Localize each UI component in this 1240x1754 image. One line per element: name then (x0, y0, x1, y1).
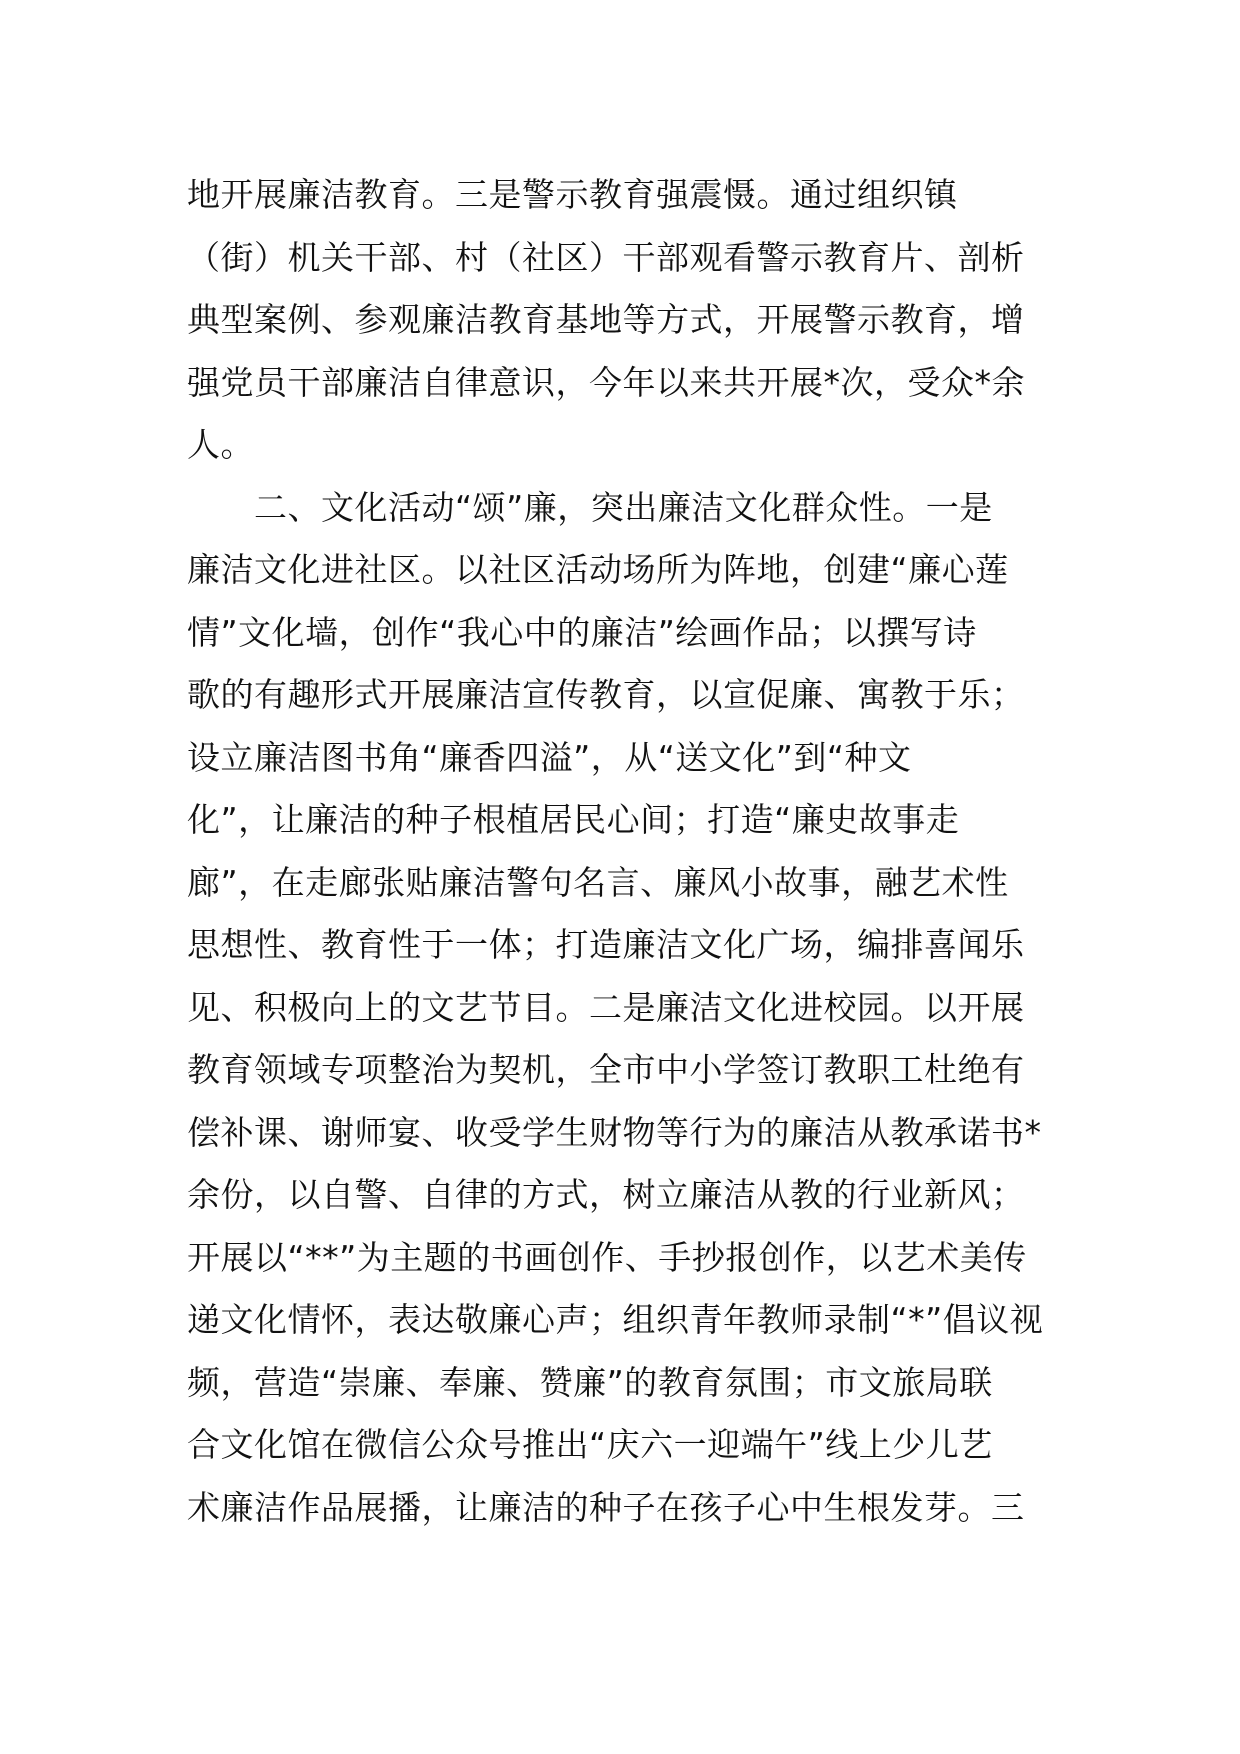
text-line: 廉洁文化进社区。以社区活动场所为阵地，创建“廉心莲 (187, 550, 1009, 589)
text-line: 合文化馆在微信公众号推出“庆六一迎端午”线上少儿艺 (187, 1425, 993, 1464)
text-line: 廊”，在走廊张贴廉洁警句名言、廉风小故事，融艺术性 (187, 862, 1009, 902)
section-heading-line: 二、文化活动“颂”廉，突出廉洁文化群众性。一是 (187, 487, 993, 527)
text-line: 教育领域专项整治为契机，全市中小学签订教职工杜绝有 (187, 1050, 1025, 1089)
text-line: 典型案例、参观廉洁教育基地等方式，开展警示教育，增 (187, 300, 1025, 339)
text-line: 见、积极向上的文艺节目。二是廉洁文化进校园。以开展 (187, 987, 1025, 1027)
text-line: 思想性、教育性于一体；打造廉洁文化广场，编排喜闻乐 (187, 925, 1025, 964)
text-line: 化”，让廉洁的种子根植居民心间；打造“廉史故事走 (187, 800, 960, 839)
text-line: 偿补课、谢师宴、收受学生财物等行为的廉洁从教承诺书* (187, 1112, 1042, 1152)
text-line: 设立廉洁图书角“廉香四溢”，从“送文化”到“种文 (187, 737, 912, 777)
text-line: 人。 (187, 425, 254, 464)
text-line: 开展以“**”为主题的书画创作、手抄报创作，以艺术美传 (187, 1237, 1027, 1277)
text-line: 术廉洁作品展播，让廉洁的种子在孩子心中生根发芽。三 (187, 1487, 1025, 1527)
text-line: （街）机关干部、村（社区）干部观看警示教育片、剖析 (187, 237, 1025, 277)
text-line: 频，营造“崇廉、奉廉、赞廉”的教育氛围；市文旅局联 (187, 1362, 993, 1402)
text-line: 地开展廉洁教育。三是警示教育强震慑。通过组织镇 (187, 175, 958, 214)
text-line: 递文化情怀，表达敬廉心声；组织青年教师录制“*”倡议视 (187, 1300, 1044, 1339)
text-line: 情”文化墙，创作“我心中的廉洁”绘画作品；以撰写诗 (187, 612, 977, 652)
body-text (187, 164, 1057, 1539)
text-line: 强党员干部廉洁自律意识，今年以来共开展*次，受众*余 (187, 362, 1025, 402)
text-line: 余份，以自警、自律的方式，树立廉洁从教的行业新风； (187, 1175, 1025, 1214)
text-line: 歌的有趣形式开展廉洁宣传教育，以宣促廉、寓教于乐； (187, 675, 1025, 714)
